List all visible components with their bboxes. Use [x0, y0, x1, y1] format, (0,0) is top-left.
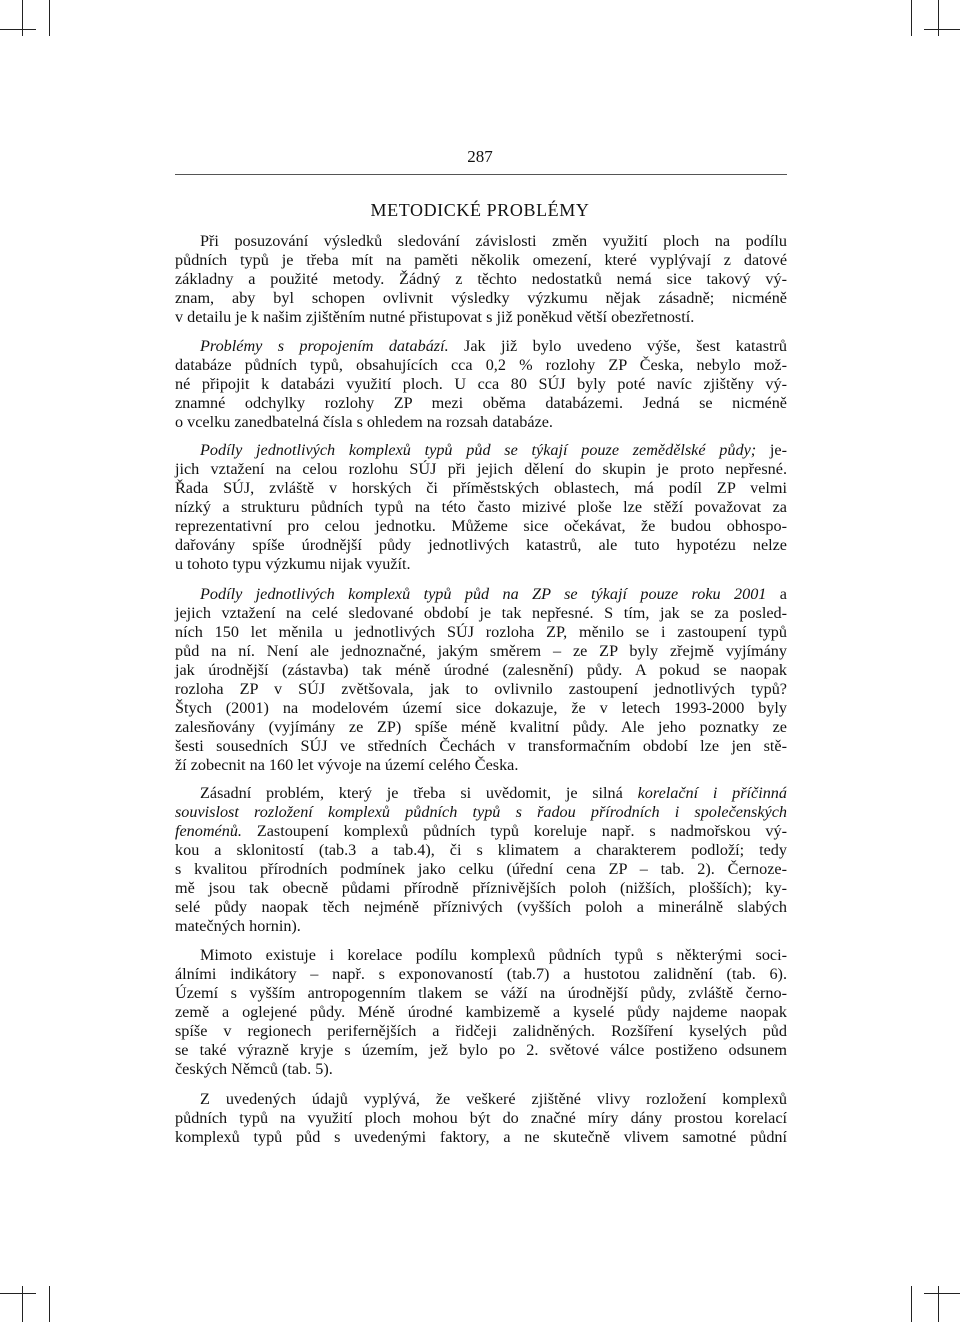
text-line: v detailu je k našim zjištěním nutné přistupovat s již poněkud větší obezřetností. — [175, 308, 695, 326]
italic-lead: Problémy s propojením databází. — [200, 337, 449, 355]
text-line: jich vztažení na celou rozlohu SÚJ při jejich dělení do skupin je proto nepřesné. — [175, 460, 787, 478]
text-line: databáze půdních typů, obsahujících cca 0,2 % rozlohy ZP Česka, nebylo mož- — [175, 356, 787, 374]
text-line: rozloha ZP v SÚJ zvětšovala, jak to ovlivnilo zastoupení jednotlivých typů? — [175, 680, 787, 698]
text-line: půdních typů na využití ploch mohou být do značné míry dány prostou korelací — [175, 1109, 787, 1127]
crop-mark-bottom-right-v — [911, 1286, 912, 1322]
text-line: álními indikátory – např. s exponovaností (tab.7) a hustotou zalidnění (tab. 6). — [175, 965, 787, 983]
text-line: základny a použité metody. Žádný z těchto nedostatků nemá sice takový vý- — [175, 270, 787, 288]
body-text — [175, 232, 787, 1149]
text-line: Z uvedených údajů vyplývá, že veškeré zjištěné vlivy rozložení komplexů — [200, 1090, 787, 1108]
text-line: se také výrazně kryje s územím, jež bylo po 2. světové válce postiženo odsunem — [175, 1041, 787, 1059]
text-line: o vcelku zanedbatelná čísla s ohledem na rozsah databáze. — [175, 413, 553, 431]
section-title: METODICKÉ PROBLÉMY — [370, 200, 590, 220]
text-line: reprezentativní pro celou jednotku. Můžeme sice očekávat, že budou obhospo- — [175, 517, 787, 535]
text-line: znam, aby byl schopen ovlivnit výsledky výzkumu nějak zásadně; nicméně — [175, 289, 787, 307]
page-number: 287 — [467, 147, 493, 166]
crop-mark-top-left-h — [0, 29, 36, 30]
paragraph — [175, 784, 787, 936]
text-line: ních 150 let měnila u jednotlivých SÚJ rozloha ZP, měnilo se i zastoupení typů — [175, 623, 787, 641]
paragraph — [175, 337, 787, 432]
text-line: spíše v regionech perifernějších a řidčeji zalidněných. Rozšíření kyselých půd — [175, 1022, 787, 1040]
text-line: dařovány spíše úrodnější půdy jednotlivých katastrů, ale tuto hypotézu nelze — [175, 536, 787, 554]
text-line: znamné odchylky rozlohy ZP mezi oběma databázemi. Jedná se nicméně — [175, 394, 787, 412]
text-line: nízký a strukturu půdních typů na této často mizivé ploše lze stěží považovat za — [175, 498, 787, 516]
text-line: Podíly jednotlivých komplexů typů půd na ZP se týkají pouze roku 2001 a — [200, 585, 787, 603]
paragraph — [175, 1090, 787, 1147]
text-line: českých Němců (tab. 5). — [175, 1060, 333, 1078]
crop-mark-bottom-left-h — [0, 1293, 36, 1294]
text-line: Při posuzování výsledků sledování závislosti změn využití ploch na podílu — [200, 232, 787, 250]
crop-mark-top-right-h — [924, 29, 960, 30]
text-line: komplexů typů půd s uvedenými faktory, a ne skutečně vlivem samotné půdní — [175, 1128, 787, 1146]
text-line: Problémy s propojením databází. Jak již bylo uvedeno výše, šest katastrů — [200, 337, 787, 355]
text-line: Řada SÚJ, zvláště v horských či příměstských oblastech, má podíl ZP velmi — [175, 479, 787, 497]
crop-mark-bottom-left-v — [22, 1286, 23, 1322]
paragraph — [175, 441, 787, 574]
text-line: zalesňovány (vyjímány ze ZP) spíše méně kvalitní půdy. Ale jeho poznatky ze — [175, 718, 787, 736]
text-line: mě jsou tak obecně půdami přírodně příznivějších poloh (nižších, plošších); ky- — [175, 879, 787, 897]
text-line: Štych (2001) na modelovém území sice dokazuje, že v letech 1993-2000 byly — [175, 699, 787, 717]
text-line: jak úrodnější (zástavba) tak méně úrodné (zalesnění) půdy. A pokud se naopak — [175, 661, 787, 679]
text-line: Zásadní problém, který je třeba si uvědomit, je silná korelační i příčinná — [200, 784, 787, 802]
text-line: kou a sklonitostí (tab.3 a tab.4), či s klimatem a charakterem podloží; tedy — [175, 841, 787, 859]
crop-mark-top-right-v — [911, 0, 912, 36]
header-rule — [175, 174, 787, 175]
crop-mark-bottom-left-v2 — [49, 1286, 50, 1322]
text-line: matečných hornin). — [175, 917, 301, 935]
text-line: Území s vyšším antropogenním tlakem se váží na úrodnější půdy, zvláště černo- — [175, 984, 787, 1002]
crop-mark-top-right-v2 — [938, 0, 939, 36]
text-line: né připojit k databázi využití ploch. U cca 80 SÚJ byly poté navíc zjištěny vý- — [175, 375, 787, 393]
paragraph — [175, 946, 787, 1079]
italic-lead: Podíly jednotlivých komplexů typů půd se týkají pouze zemědělské půdy; — [200, 441, 757, 459]
text-line: ží zobecnit na 160 let vývoje na území celého Česka. — [175, 756, 519, 774]
text-line: souvislost rozložení komplexů půdních typů s řadou přírodních i společenských — [175, 803, 787, 821]
paragraph — [175, 232, 787, 327]
text-line: půdních typů je třeba mít na paměti několik omezení, které vyplývají z datové — [175, 251, 787, 269]
text-line: šesti sousedních SÚJ ve středních Čechách v transformačním období lze jen stě- — [175, 737, 787, 755]
crop-mark-bottom-right-h — [924, 1293, 960, 1294]
text-line: půd na ní. Není ale jednoznačné, jakým směrem – ze ZP byly zřejmě vyjímány — [175, 642, 787, 660]
text-line: s kvalitou přírodních podmínek jako celku (úřední cena ZP – tab. 2). Černoze- — [175, 860, 787, 878]
text-line: země a oglejené půdy. Méně úrodné kambizemě a kyselé půdy najdeme naopak — [175, 1003, 787, 1021]
text-line: selé půdy naopak těch nejméně příznivých (vyšších poloh a minerálně slabých — [175, 898, 787, 916]
text-line: Mimoto existuje i korelace podílu komplexů půdních typů s některými soci- — [200, 946, 787, 964]
crop-mark-bottom-right-v2 — [938, 1286, 939, 1322]
text-line: jejich vztažení na celé sledované období je tak nepřesné. S tím, jak se za posled- — [175, 604, 787, 622]
crop-mark-top-left-v — [22, 0, 23, 36]
text-line: Podíly jednotlivých komplexů typů půd se týkají pouze zemědělské půdy; je- — [200, 441, 787, 459]
crop-mark-top-left-v2 — [49, 0, 50, 36]
italic-lead: Podíly jednotlivých komplexů typů půd na ZP se týkají pouze roku 2001 — [200, 585, 767, 603]
paragraph — [175, 585, 787, 775]
text-line: u tohoto typu výzkumu nijak využít. — [175, 555, 411, 573]
text-line: fenoménů. Zastoupení komplexů půdních typů koreluje např. s nadmořskou vý- — [175, 822, 787, 840]
